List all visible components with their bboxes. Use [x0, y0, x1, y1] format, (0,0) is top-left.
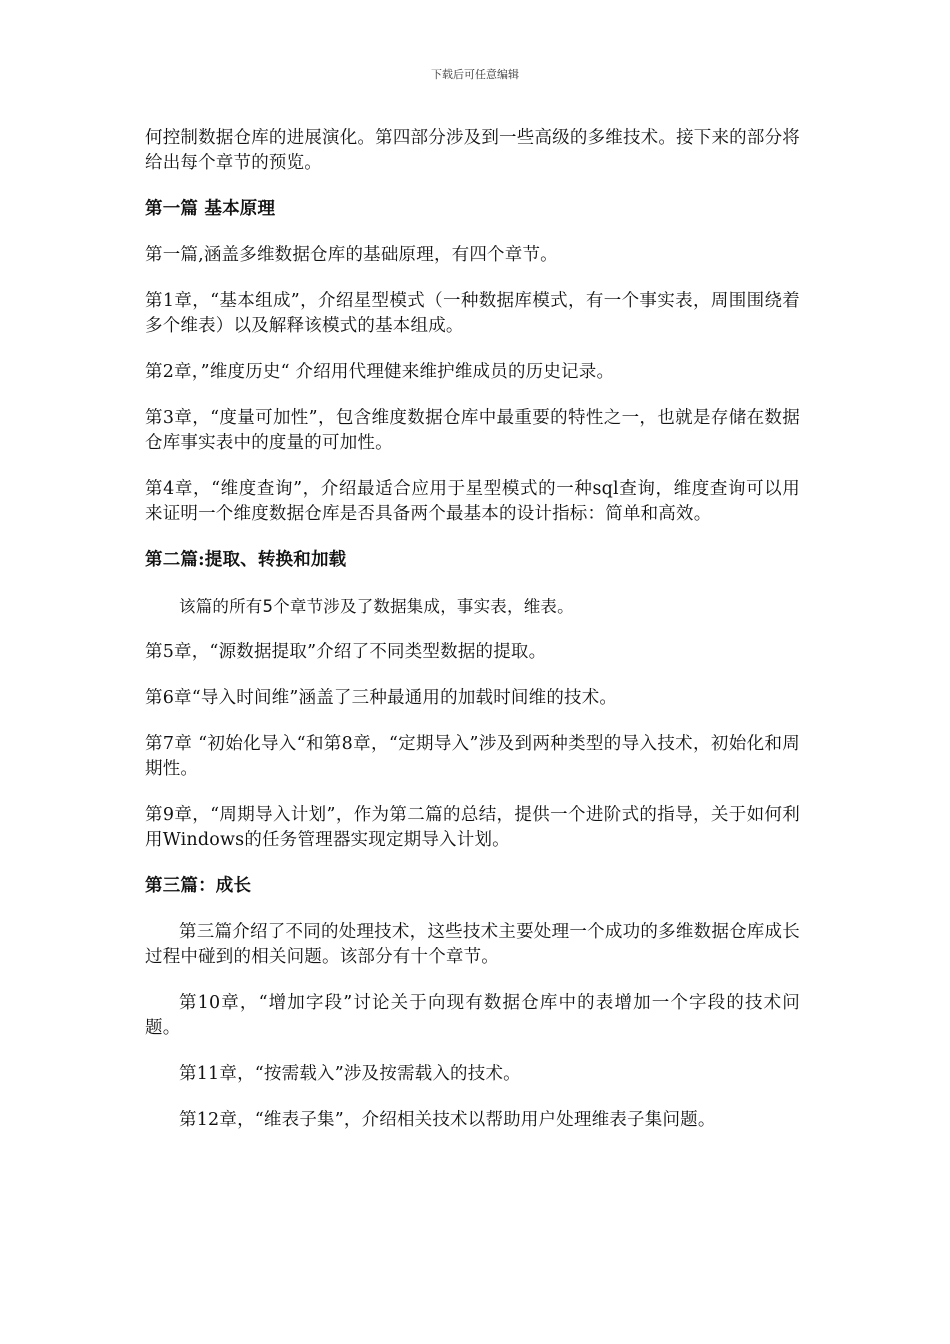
paragraph-part-3-summary: 第三篇介绍了不同的处理技术，这些技术主要处理一个成功的多维数据仓库成长过程中碰到的相关问题。该部分有十个章节。	[145, 922, 800, 967]
paragraph-part-2-summary: 该篇的所有5个章节涉及了数据集成，事实表，维表。	[179, 597, 574, 616]
paragraph-chapter-3: 第3章，“度量可加性”，包含维度数据仓库中最重要的特性之一，也就是存储在数据仓库事实表中的度量的可加性。	[145, 408, 800, 453]
paragraph-chapter-5: 第5章，“源数据提取”介绍了不同类型数据的提取。	[145, 642, 547, 662]
paragraph-chapter-11: 第11章，“按需载入”涉及按需载入的技术。	[179, 1064, 521, 1084]
document-body	[145, 126, 800, 1154]
paragraph-chapter-10: 第10章，“增加字段”讨论关于向现有数据仓库中的表增加一个字段的技术问题。	[145, 993, 800, 1038]
section-heading-part-1: 第一篇 基本原理	[145, 199, 276, 219]
paragraph-chapter-7-8: 第7章 “初始化导入“和第8章，“定期导入”涉及到两种类型的导入技术，初始化和周期性。	[145, 734, 800, 779]
paragraph-chapter-4: 第4章，“维度查询”，介绍最适合应用于星型模式的一种sql查询，维度查询可以用来证明一个维度数据仓库是否具备两个最基本的设计指标：简单和高效。	[145, 479, 800, 524]
paragraph-part-1-summary: 第一篇,涵盖多维数据仓库的基础原理，有四个章节。	[145, 245, 558, 265]
paragraph-chapter-1: 第1章，“基本组成”，介绍星型模式（一种数据库模式，有一个事实表，周围围绕着多个维表）以及解释该模式的基本组成。	[145, 291, 800, 336]
paragraph-chapter-2: 第2章，”维度历史“ 介绍用代理健来维护维成员的历史记录。	[145, 362, 615, 382]
paragraph-intro: 何控制数据仓库的进展演化。第四部分涉及到一些高级的多维技术。接下来的部分将给出每个章节的预览。	[145, 128, 800, 173]
section-heading-part-3: 第三篇：成长	[145, 876, 252, 896]
paragraph-chapter-6: 第6章“导入时间维”涵盖了三种最通用的加载时间维的技术。	[145, 688, 618, 708]
paragraph-chapter-9: 第9章，“周期导入计划”，作为第二篇的总结，提供一个进阶式的指导，关于如何利用Windows的任务管理器实现定期导入计划。	[145, 805, 800, 850]
paragraph-chapter-12: 第12章，“维表子集”，介绍相关技术以帮助用户处理维表子集问题。	[179, 1110, 716, 1130]
section-heading-part-2: 第二篇:提取、转换和加载	[145, 550, 347, 570]
page-header: 下载后可任意编辑	[431, 68, 519, 81]
